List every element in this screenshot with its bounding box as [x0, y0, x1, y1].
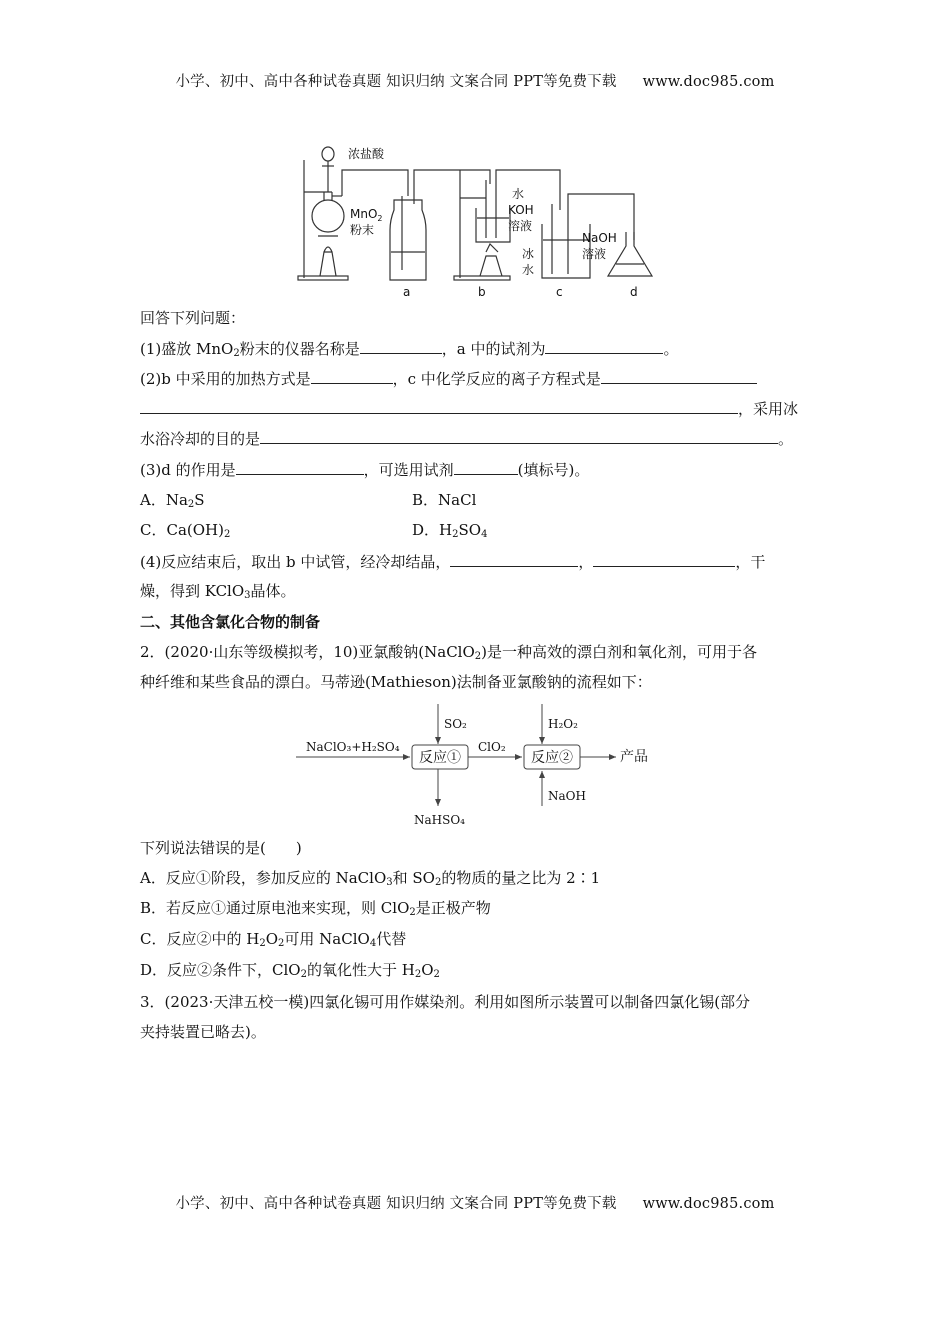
answer-blank[interactable]	[545, 338, 663, 354]
answer-blank[interactable]	[140, 398, 738, 414]
flow-product: 产品	[620, 749, 648, 765]
answer-blank[interactable]	[236, 459, 364, 475]
q2-option-c[interactable]: C．反应②中的 $H_2O_2$可用 NaClO$_4$代替	[140, 930, 407, 949]
label-ice: 冰	[522, 247, 535, 261]
label-mno2: MnO	[350, 207, 378, 221]
header-url: www.doc985.com	[642, 74, 775, 90]
label-water: 水	[512, 187, 525, 201]
q2-line1: 2．(2020·山东等级模拟考，10)亚氯酸钠(NaClO$_2$)是一种高效的漂白剂和氧化剂，可用于各	[140, 643, 758, 662]
q1-options-cd	[140, 520, 810, 540]
q1-part1: (1)盛放 MnO$_2$粉末的仪器名称是 ，a 中的试剂为 。	[140, 340, 679, 359]
q3-line1: 3．(2023·天津五校一模)四氯化锡可用作媒染剂。利用如图所示装置可以制备四氯化锡(部分	[140, 993, 751, 1011]
label-naoh: NaOH	[582, 231, 617, 245]
q2-line2: 种纤维和某些食品的漂白。马蒂逊(Mathieson)法制备亚氯酸钠的流程如下：	[140, 673, 652, 691]
flow-naoh: NaOH	[548, 789, 586, 803]
flow-diagram	[296, 700, 666, 830]
q1-part4: (4)反应结束后，取出 b 中试管，经冷却结晶， ， ，干	[140, 553, 766, 571]
q1-options-ab	[140, 490, 810, 510]
flow-reaction-1: 反应①	[419, 750, 461, 766]
q1-part3: (3)d 的作用是 ，可选用试剂 (填标号)。	[140, 461, 590, 479]
header-site-text: 小学、初中、高中各种试卷真题 知识归纳 文案合同 PPT等免费下载	[175, 74, 617, 90]
answer-blank[interactable]	[260, 428, 778, 444]
label-naoh-solution: 溶液	[582, 247, 607, 261]
label-b: b	[478, 285, 486, 299]
flow-reaction-2: 反应②	[531, 750, 573, 766]
q1-part2: (2)b 中采用的加热方式是 ，c 中化学反应的离子方程式是	[140, 368, 810, 389]
label-c: c	[556, 285, 563, 299]
answer-blank[interactable]	[454, 459, 518, 475]
flow-nahso4: NaHSO₄	[414, 813, 465, 827]
svg-text:MnO2: MnO$_2$	[350, 207, 383, 223]
q1-part4-cont: 燥，得到 KClO$_3$晶体。	[140, 582, 296, 601]
label-ice-water: 水	[522, 263, 535, 277]
answer-blank[interactable]	[311, 368, 393, 384]
option-c[interactable]: C．$Ca(OH)_2$	[140, 521, 231, 540]
label-d: d	[630, 285, 638, 299]
label-a: a	[403, 285, 411, 299]
q2-stem: 下列说法错误的是( )	[140, 839, 302, 857]
apparatus-diagram	[290, 140, 670, 302]
q1-part2-cont: ，采用冰	[140, 398, 810, 419]
answer-blank[interactable]	[601, 368, 757, 384]
q1-part2-cont2: 水浴冷却的目的是 。	[140, 430, 794, 448]
label-koh: KOH	[508, 203, 534, 217]
footer-url: www.doc985.com	[642, 1196, 775, 1212]
footer-site-text: 小学、初中、高中各种试卷真题 知识归纳 文案合同 PPT等免费下载	[175, 1196, 617, 1212]
flow-so2: SO₂	[444, 717, 467, 731]
section-title: 二、其他含氯化合物的制备	[140, 613, 321, 631]
q2-option-d[interactable]: D．反应②条件下，ClO$_2$的氧化性大于 $H_2O_2$	[140, 961, 440, 980]
answer-blank[interactable]	[450, 551, 578, 567]
q2-option-a[interactable]: A．反应①阶段，参加反应的 NaClO$_3$和 $SO_2$的物质的量之比为 2∶1	[140, 869, 601, 888]
option-a[interactable]: A．$Na_2S$	[140, 491, 205, 510]
answer-blank[interactable]	[360, 338, 442, 354]
q1-intro: 回答下列问题：	[140, 309, 246, 327]
q2-option-b[interactable]: B．若反应①通过原电池来实现，则 ClO$_2$是正极产物	[140, 899, 491, 918]
flow-h2o2: H₂O₂	[548, 717, 578, 731]
flow-clo2: ClO₂	[478, 740, 506, 754]
page-footer	[0, 1192, 950, 1213]
label-koh-solution: 溶液	[508, 219, 533, 233]
flow-input: NaClO₃+H₂SO₄	[306, 740, 400, 754]
label-powder: 粉末	[350, 223, 375, 237]
option-b[interactable]: B．NaCl	[412, 491, 477, 509]
option-d[interactable]: D．$H_2SO_4$	[412, 521, 488, 540]
q3-line2: 夹持装置已略去)。	[140, 1023, 266, 1041]
answer-blank[interactable]	[593, 551, 735, 567]
page-header	[0, 70, 950, 91]
label-conc-hcl: 浓盐酸	[348, 147, 385, 161]
